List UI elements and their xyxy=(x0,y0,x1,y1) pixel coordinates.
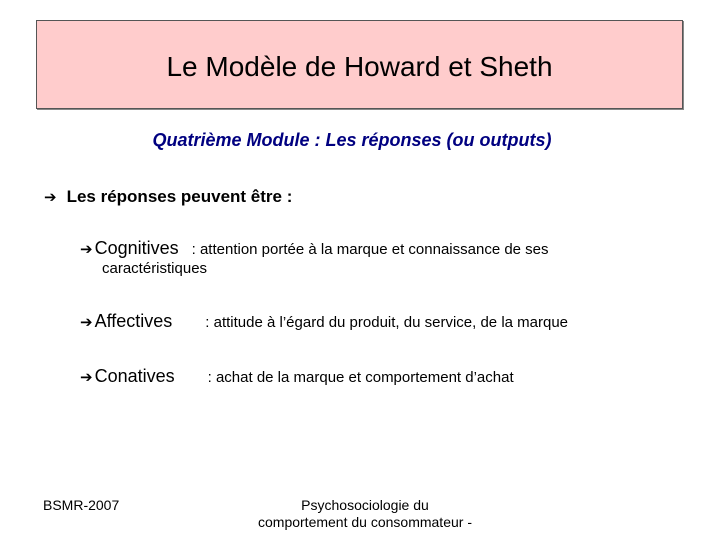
intro-text: Les réponses peuvent être : xyxy=(66,187,293,206)
arrow-right-icon: ➔ xyxy=(80,368,93,386)
item-term: Affectives xyxy=(94,311,173,331)
slide-subtitle: Quatrième Module : Les réponses (ou outputs) xyxy=(152,130,552,150)
footer-center-line1: Psychosociologie du xyxy=(301,497,429,513)
list-item-conatives xyxy=(80,366,514,387)
arrow-right-icon: ➔ xyxy=(80,240,93,258)
item-term: Conatives xyxy=(94,366,175,386)
item-description-continued: caractéristiques xyxy=(102,260,208,277)
footer-left: BSMR-2007 xyxy=(43,497,120,513)
list-item-affectives xyxy=(80,311,568,332)
list-item-cognitives xyxy=(80,238,549,259)
arrow-right-icon: ➔ xyxy=(80,313,93,331)
slide-title: Le Modèle de Howard et Sheth xyxy=(166,51,553,82)
title-box xyxy=(36,20,683,109)
item-description: : attention portée à la marque et connaissance de ses xyxy=(191,241,549,258)
intro-line xyxy=(44,187,292,207)
item-term: Cognitives xyxy=(94,238,179,258)
item-description: : attitude à l’égard du produit, du service, de la marque xyxy=(205,314,569,331)
footer-center xyxy=(220,497,510,531)
arrow-right-icon: ➔ xyxy=(44,188,57,206)
item-description: : achat de la marque et comportement d’achat xyxy=(207,369,514,386)
footer-center-line2: comportement du consommateur - xyxy=(258,514,472,530)
